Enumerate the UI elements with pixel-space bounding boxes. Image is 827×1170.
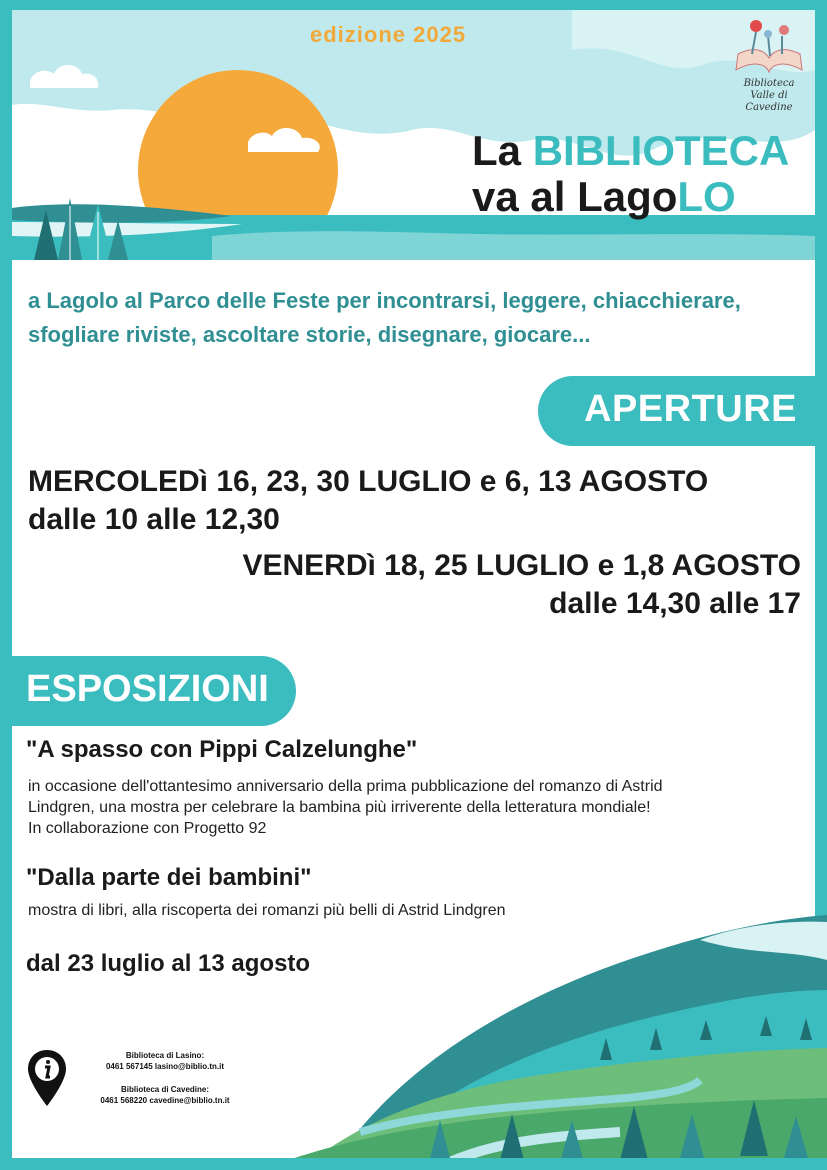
aperture-heading-tab (538, 376, 827, 446)
friday-dates: VENERDì 18, 25 LUGLIO e 1,8 AGOSTO (242, 549, 801, 582)
exhibition-dates: dal 23 luglio al 13 agosto (26, 950, 311, 977)
info-pin-icon (26, 1048, 68, 1110)
esposizioni-heading: ESPOSIZIONI (26, 668, 269, 710)
design-credit (14, 1146, 95, 1156)
cavedine-info: 0461 568220 cavedine@biblio.tn.it (100, 1096, 230, 1105)
page-title (472, 128, 789, 220)
frame-bottom (0, 1158, 827, 1170)
lasino-info: 0461 567145 lasino@biblio.tn.it (105, 1062, 225, 1071)
title-line2-accent: LO (677, 173, 736, 220)
library-logo (726, 14, 812, 113)
wednesday-dates: MERCOLEDì 16, 23, 30 LUGLIO e 6, 13 AGOSTO (28, 465, 709, 498)
credit-brand: freepik (65, 1146, 95, 1156)
logo-line2: Valle di Cavedine (745, 90, 793, 113)
intro-line1: a Lagolo al Parco delle Feste per incontrarsi, leggere, chiacchierare, (28, 288, 741, 313)
frame-top (0, 0, 827, 10)
landscape-illustration (0, 900, 827, 1170)
esposizioni-heading-tab (0, 656, 296, 726)
expo-desc-line: Lindgren, una mostra per celebrare la bambina più irriverente della letteratura mondiale! (28, 799, 651, 816)
expo-desc-pippi (28, 776, 663, 839)
edition-label: edizione 2025 (310, 22, 467, 47)
book-icon (726, 14, 812, 78)
credit-prefix: designed by (14, 1146, 66, 1156)
expo-desc-line: mostra di libri, alla riscoperta dei romanzi più belli di Astrid Lindgren (28, 902, 506, 919)
title-line1-accent: BIBLIOTECA (532, 127, 790, 174)
expo-desc-line: In collaborazione con Progetto 92 (28, 820, 267, 837)
aperture-heading: APERTURE (584, 388, 798, 430)
friday-hours: dalle 14,30 alle 17 (549, 587, 801, 620)
logo-line1: Biblioteca (743, 78, 795, 89)
expo-title-pippi: "A spasso con Pippi Calzelunghe" (26, 736, 418, 763)
title-line2-prefix: va al Lago (472, 173, 678, 220)
intro-line2: sfogliare riviste, ascoltare storie, disegnare, giocare... (28, 322, 591, 347)
title-line1-prefix: La (472, 127, 533, 174)
lasino-name: Biblioteca di Lasino: (125, 1051, 205, 1060)
cavedine-name: Biblioteca di Cavedine: (120, 1085, 210, 1094)
contacts-block (90, 1050, 240, 1106)
expo-title-bambini: "Dalla parte dei bambini" (26, 864, 312, 891)
expo-desc-line: in occasione dell'ottantesimo anniversario della prima pubblicazione del romanzo di Astrid (28, 778, 663, 795)
intro-text (28, 284, 808, 352)
wednesday-hours: dalle 10 alle 12,30 (28, 503, 280, 536)
